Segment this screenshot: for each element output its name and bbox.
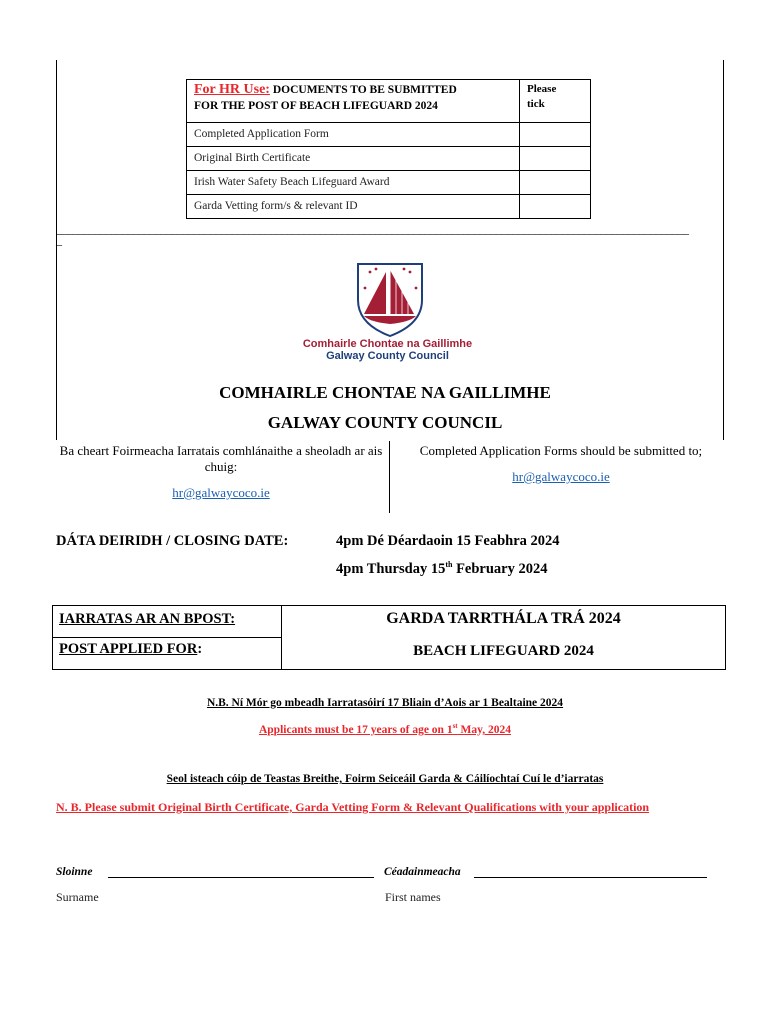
- first-names-label: First names: [385, 890, 441, 904]
- ceadainmeacha-label: Céadainmeacha: [384, 866, 461, 878]
- post-label-english: POST APPLIED FOR:: [59, 641, 203, 657]
- hr-row-birth-certificate: Original Birth Certificate: [187, 147, 520, 171]
- closing-date-english: 4pm Thursday 15th February 2024: [336, 560, 548, 577]
- tick-box-birth-certificate[interactable]: [520, 147, 591, 171]
- council-crest-icon: [350, 258, 430, 338]
- first-names-field[interactable]: [474, 877, 707, 878]
- hr-row-garda-vetting: Garda Vetting form/s & relevant ID: [187, 195, 520, 219]
- hr-checklist-heading: [187, 80, 520, 123]
- closing-date-irish: 4pm Dé Déardaoin 15 Feabhra 2024: [336, 533, 560, 549]
- nb-age-irish: N.B. Ní Mór go mbeadh Iarratasóirí 17 Bliain d’Aois ar 1 Bealtaine 2024: [206, 697, 564, 709]
- post-box-divider-h: [53, 637, 281, 638]
- tick-box-garda-vetting[interactable]: [520, 195, 591, 219]
- nb-submit-irish: Seol isteach cóip de Teastas Breithe, Foirm Seiceáil Garda & Cáilíochtaí Cuí le d’iarratas: [166, 773, 604, 785]
- submit-irish-email-wrap: [56, 485, 386, 501]
- post-value-irish: GARDA TARRTHÁLA TRÁ 2024: [386, 610, 621, 627]
- submit-english-text: Completed Application Forms should be submitted to;: [419, 443, 703, 458]
- hr-row-lifeguard-award: Irish Water Safety Beach Lifeguard Award: [187, 171, 520, 195]
- submit-irish-text: Ba cheart Foirmeacha Iarratais comhlánaithe a sheoladh ar ais chuig:: [59, 443, 383, 474]
- for-hr-use-label: For HR Use:: [194, 82, 270, 97]
- title-irish: COMHAIRLE CHONTAE NA GAILLIMHE: [219, 383, 551, 402]
- frame-left-line: [56, 60, 57, 240]
- separator-line: ___________________________________________________________________________________________________________________: [56, 222, 689, 236]
- title-english: GALWAY COUNTY COUNCIL: [267, 413, 503, 432]
- logo-text-irish: Comhairle Chontae na Gaillimhe: [302, 338, 473, 350]
- separator-tail: _: [56, 233, 62, 247]
- tick-box-application-form[interactable]: [520, 123, 591, 147]
- post-applied-box: [52, 605, 726, 670]
- irish-email-link[interactable]: hr@galwaycoco.ie: [172, 485, 270, 500]
- surname-field[interactable]: [108, 877, 374, 878]
- hr-row-application-form: Completed Application Form: [187, 123, 520, 147]
- hr-heading-line2: FOR THE POST OF BEACH LIFEGUARD 2024: [194, 100, 438, 112]
- post-value-english: BEACH LIFEGUARD 2024: [413, 643, 594, 659]
- nb-age-english: Applicants must be 17 years of age on 1st May, 2024: [258, 722, 511, 736]
- frame-left-line-lower: [56, 240, 57, 440]
- hr-heading-line1: DOCUMENTS TO BE SUBMITTED: [269, 84, 457, 96]
- tick-column-header: Please tick: [520, 80, 591, 123]
- surname-label: Surname: [56, 890, 99, 904]
- hr-checklist-table: [186, 79, 591, 219]
- english-email-link[interactable]: hr@galwaycoco.ie: [512, 469, 610, 484]
- closing-date-label: DÁTA DEIRIDH / CLOSING DATE:: [56, 533, 289, 549]
- submit-english-email-wrap: [400, 469, 722, 485]
- tick-box-lifeguard-award[interactable]: [520, 171, 591, 195]
- sloinne-label: Sloinne: [56, 866, 93, 878]
- nb-submit-english: N. B. Please submit Original Birth Certificate, Garda Vetting Form & Relevant Qualifications with your application: [56, 800, 650, 814]
- logo-text-english: Galway County Council: [326, 350, 449, 362]
- submit-column-divider: [389, 441, 390, 513]
- post-label-irish: IARRATAS AR AN BPOST:: [59, 611, 236, 627]
